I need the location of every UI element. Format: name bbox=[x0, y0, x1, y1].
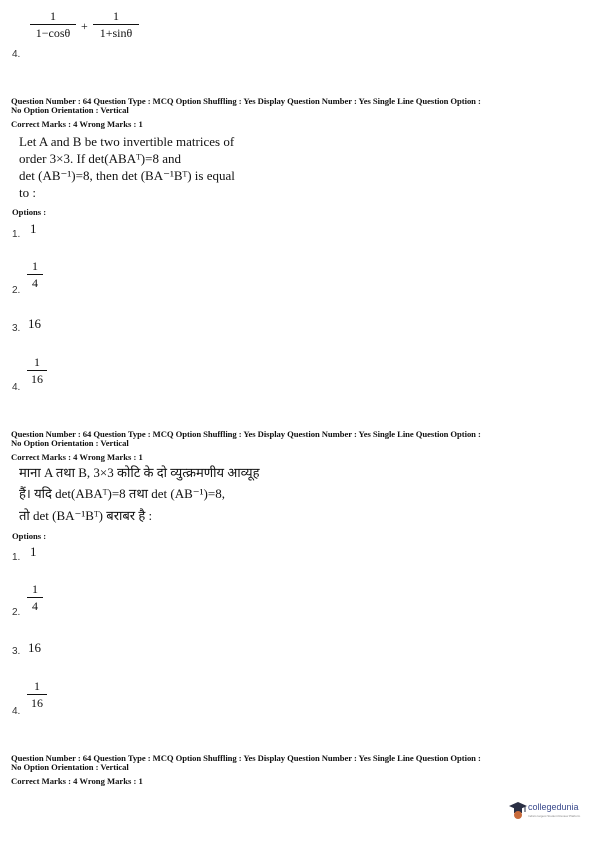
question-header: Question Number : 64 Question Type : MCQ Option Shuffling : Yes Display Question Number : Yes Single Line Question Option : bbox=[11, 753, 481, 763]
marks-line: Correct Marks : 4 Wrong Marks : 1 bbox=[11, 119, 143, 129]
option-number: 4. bbox=[12, 706, 21, 717]
graduate-cap-icon bbox=[508, 800, 528, 820]
plus-operator: + bbox=[81, 19, 88, 33]
option-number: 1. bbox=[12, 552, 21, 563]
option-fraction[interactable]: 1 4 bbox=[27, 582, 43, 613]
fraction-term2: 1 1+sinθ bbox=[93, 9, 139, 40]
option-number: 3. bbox=[12, 646, 21, 657]
logo-text: collegedunia bbox=[528, 802, 579, 812]
question-header-line2: No Option Orientation : Vertical bbox=[11, 762, 129, 772]
option-number: 2. bbox=[12, 607, 21, 618]
marks-line: Correct Marks : 4 Wrong Marks : 1 bbox=[11, 452, 143, 462]
option-value[interactable]: 16 bbox=[28, 316, 41, 331]
option-fraction[interactable]: 1 16 bbox=[27, 355, 47, 386]
question-header: Question Number : 64 Question Type : MCQ Option Shuffling : Yes Display Question Number : Yes Single Line Question Option : bbox=[11, 429, 481, 439]
question-header-line2: No Option Orientation : Vertical bbox=[11, 438, 129, 448]
option-number: 2. bbox=[12, 285, 21, 296]
collegedunia-logo bbox=[508, 798, 588, 826]
option-number: 1. bbox=[12, 229, 21, 240]
marks-line: Correct Marks : 4 Wrong Marks : 1 bbox=[11, 776, 143, 786]
option-value[interactable]: 1 bbox=[30, 221, 37, 236]
option-value[interactable]: 16 bbox=[28, 640, 41, 655]
options-label: Options : bbox=[12, 531, 47, 541]
question-header: Question Number : 64 Question Type : MCQ Option Shuffling : Yes Display Question Number : Yes Single Line Question Option : bbox=[11, 96, 481, 106]
option-fraction[interactable]: 1 4 bbox=[27, 259, 43, 290]
options-label: Options : bbox=[12, 207, 47, 217]
option-number: 4. bbox=[12, 382, 21, 393]
option-number: 3. bbox=[12, 323, 21, 334]
question-header-line2: No Option Orientation : Vertical bbox=[11, 105, 129, 115]
fraction-term1: 1 1−cosθ bbox=[30, 9, 76, 40]
option-number: 4. bbox=[12, 49, 21, 60]
option-fraction[interactable]: 1 16 bbox=[27, 679, 47, 710]
logo-tagline: India's largest Student Review Platform bbox=[528, 814, 581, 818]
option-value[interactable]: 1 bbox=[30, 544, 37, 559]
